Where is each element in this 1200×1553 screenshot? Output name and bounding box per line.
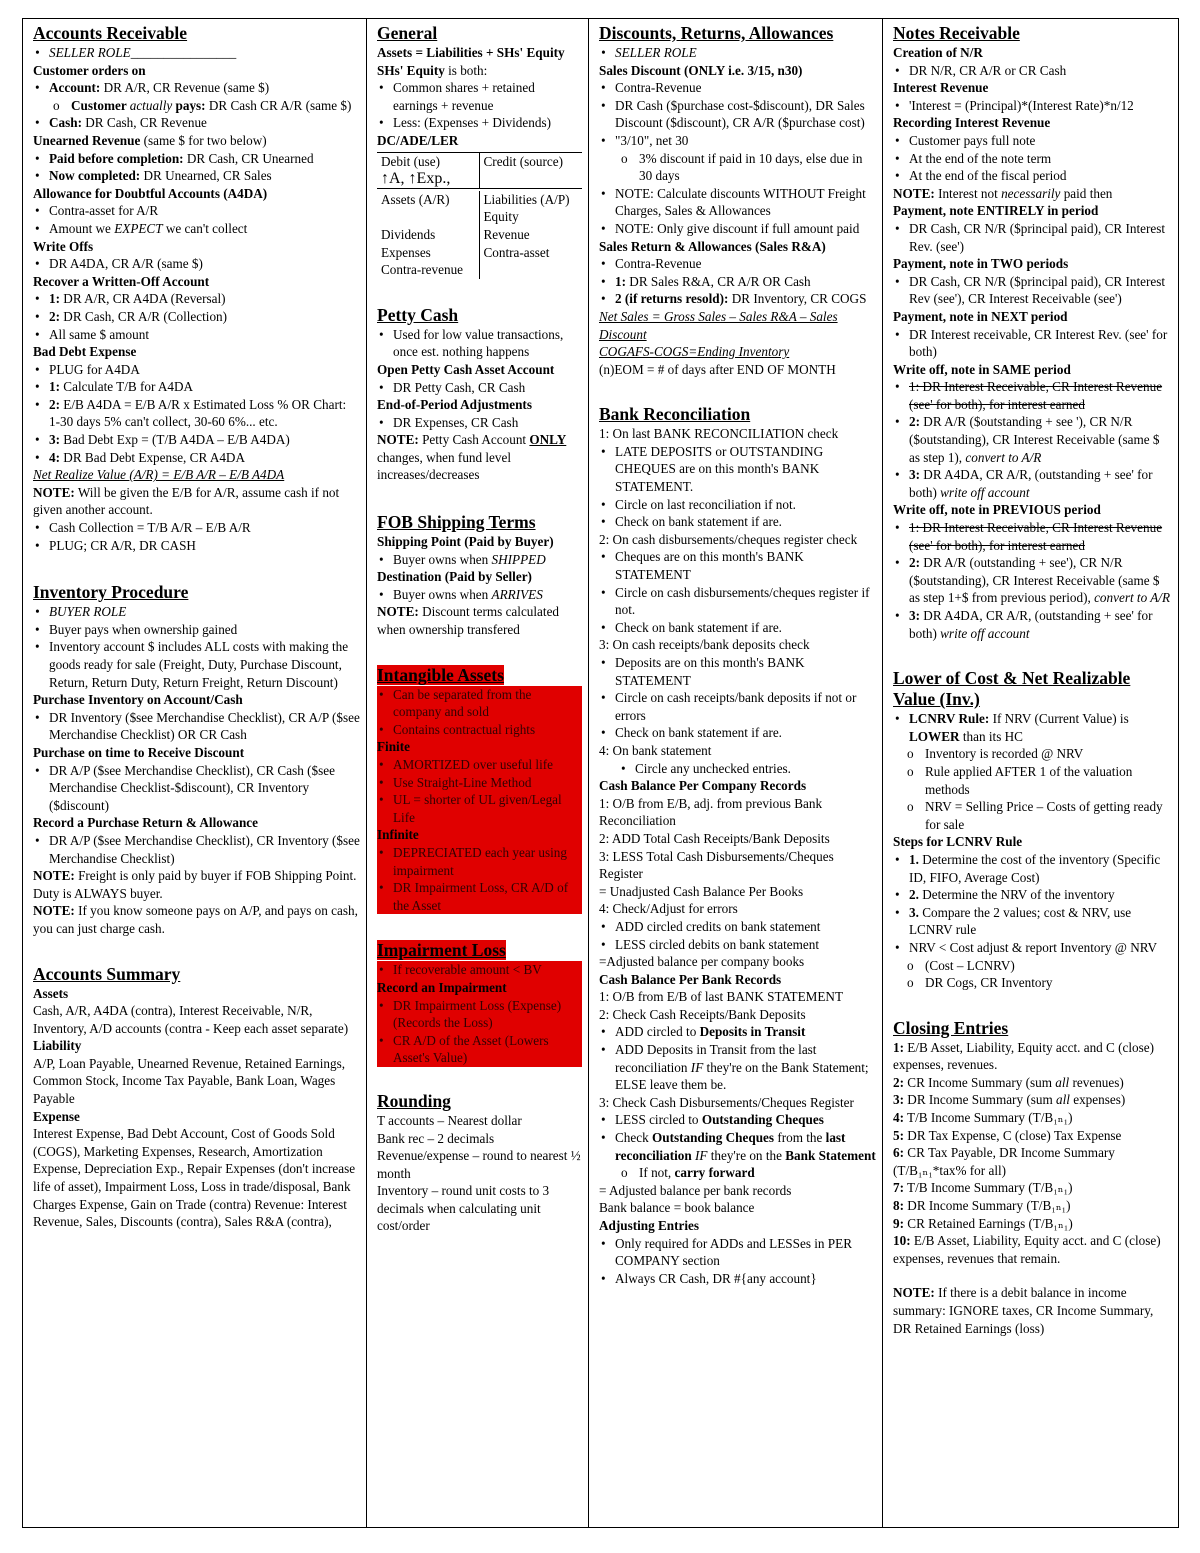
list-item: • DR A/P ($see Merchandise Checklist), CR Inventory ($see Merchandise Checklist): [49, 832, 360, 867]
closing-step: 3: DR Income Summary (sum all expenses): [893, 1092, 1126, 1108]
list-item: • 2. Determine the NRV of the inventory: [909, 886, 1172, 904]
list-item: • Inventory account $ includes ALL costs with making the goods ready for sale (Freight, Duty, Purchase Discount, Return, Return Duty, Return Freight, Return Discount): [49, 638, 360, 691]
list-item: • Common shares + retained earnings + revenue: [393, 79, 582, 114]
closing-note: NOTE: If there is a debit balance in income summary: IGNORE taxes, CR Income Summary, DR Retained Earnings (loss): [893, 1285, 1154, 1336]
recover-heading: Recover a Written-Off Account: [33, 273, 210, 289]
closing-step: 8: DR Income Summary (T/B₁ₙ₁): [893, 1198, 1071, 1214]
list-item: o If not, carry forward: [639, 1164, 876, 1182]
list-item: • Only required for ADDs and LESSes in PER COMPANY section: [615, 1235, 876, 1270]
list-item: • DR A4DA, CR A/R (same $): [49, 255, 360, 273]
list-item: • 3: DR A4DA, CR A/R, (outstanding + see' for both) write off account: [909, 607, 1172, 642]
br-step-3: 3: On cash receipts/bank deposits check: [599, 637, 810, 653]
list-item: o NRV = Selling Price – Costs of getting ready for sale: [925, 798, 1172, 833]
list-item: o Rule applied AFTER 1 of the valuation methods: [925, 763, 1172, 798]
list-item: • Customer pays full note: [909, 132, 1172, 150]
assets-heading: Assets: [33, 985, 69, 1001]
list-item: • Buyer owns when SHIPPED: [393, 551, 582, 569]
cash-balance-company-heading: Cash Balance Per Company Records: [599, 778, 807, 794]
seller-role: • SELLER ROLE________________: [49, 44, 360, 62]
list-item: • 2: E/B A4DA = E/B A/R x Estimated Loss % OR Chart: 1-30 days 5% can't collect, 30-60 6%... etc.: [49, 396, 360, 431]
list-item: • Contains contractual rights: [393, 721, 582, 739]
adjusted-company-balance: =Adjusted balance per company books: [599, 954, 805, 970]
list-item: • 2: DR A/R ($outstanding + see '), CR N/R ($outstanding), CR Interest Receivable (same $ as step 1), convert to A/R: [909, 413, 1172, 466]
write-offs-heading: Write Offs: [33, 238, 94, 254]
unearned-revenue-heading: Unearned Revenue (same $ for two below): [33, 132, 267, 148]
list-item: • DR Cash, CR N/R ($principal paid), CR Interest Rev (see'), CR Interest Receivable (see'): [909, 273, 1172, 308]
customer-orders-heading: Customer orders on: [33, 62, 146, 78]
dc-ade-ler-heading: DC/ADE/LER: [377, 132, 459, 148]
company-records-steps: 1: O/B from E/B, adj. from previous Bank Reconciliation 2: ADD Total Cash Receipts/Bank Deposits 3: LESS Total Cash Disbursements/Cheques Register = Unadjusted Cash Balance Per Books 4: Check/Adjust for errors: [599, 795, 834, 917]
payment-two-periods-heading: Payment, note in TWO periods: [893, 256, 1069, 272]
infinite-heading: Infinite: [377, 827, 419, 843]
list-item: • PLUG; CR A/R, DR CASH: [49, 537, 360, 555]
list-item: • Contra-asset for A/R: [49, 202, 360, 220]
column-2: [367, 19, 589, 1527]
closing-step: 7: T/B Income Summary (T/B₁ₙ₁): [893, 1180, 1073, 1196]
discounts-title: Discounts, Returns, Allowances: [599, 23, 834, 43]
closing-step: 6: CR Tax Payable, DR Income Summary (T/B₁ₙ₁*tax% for all): [893, 1145, 1115, 1178]
list-item: • DR A/P ($see Merchandise Checklist), CR Cash ($see Merchandise Checklist-$discount), CR Inventory ($discount): [49, 762, 360, 815]
list-item: • LATE DEPOSITS or OUTSTANDING CHEQUES are on this month's BANK STATEMENT.: [615, 443, 876, 496]
list-item: • 2 (if returns resold): DR Inventory, CR COGS: [615, 290, 876, 308]
list-item: • Deposits are on this month's BANK STATEMENT: [615, 654, 876, 689]
petty-cash-title: Petty Cash: [377, 304, 459, 325]
sales-discount-heading: Sales Discount (ONLY i.e. 3/15, n30): [599, 62, 803, 78]
purchase-on-account-heading: Purchase Inventory on Account/Cash: [33, 692, 243, 708]
list-item: • 1: DR Sales R&A, CR A/R OR Cash: [615, 273, 876, 291]
list-item: • Circle on cash disbursements/cheques register if not.: [615, 584, 876, 619]
impairment-loss-title: Impairment Loss: [377, 940, 506, 961]
net-sales-formula: Net Sales = Gross Sales – Sales R&A – Sales Discount: [599, 308, 838, 342]
list-item: • CR A/D of the Asset (Lowers Asset's Value): [393, 1032, 582, 1067]
impairment-loss-section: [377, 940, 582, 1067]
list-item: • 4: DR Bad Debt Expense, CR A4DA: [49, 449, 360, 467]
list-item: • Contra-Revenue: [615, 255, 876, 273]
list-item: • At the end of the note term: [909, 150, 1172, 168]
liability-heading: Liability: [33, 1038, 82, 1054]
lcnrv-steps-heading: Steps for LCNRV Rule: [893, 834, 1023, 850]
bad-debt-heading: Bad Debt Expense: [33, 344, 137, 360]
accounts-receivable-title: Accounts Receivable: [33, 23, 188, 43]
list-item: • Circle any unchecked entries.: [635, 760, 876, 778]
closing-step: 2: CR Income Summary (sum all revenues): [893, 1074, 1124, 1090]
lcnrv-title: Lower of Cost & Net Realizable Value (Inv.): [893, 668, 1131, 710]
ar-note: NOTE: Will be given the E/B for A/R, assume cash if not given another account.: [33, 484, 340, 518]
column-4: [883, 19, 1178, 1527]
list-item: • 1: DR Interest Receivable, CR Interest Revenue (see' for both), for interest earned: [909, 378, 1172, 413]
debit-increase: ↑A, ↑Exp.,: [381, 170, 451, 188]
inventory-procedure-title: Inventory Procedure: [33, 582, 189, 603]
expense-list: Interest Expense, Bad Debt Account, Cost of Goods Sold (COGS), Marketing Expenses, Research, Amortization Expense, Depreciation Exp., Repair Expenses (don't increase life of asset), Impairment Loss, Loss in trade/disposal, Bank Charges Expense, Gain on Trade (contra) Revenue: Interest Revenue, Sales, Discounts (contra), Sales R&A (contra),: [33, 1126, 356, 1230]
credit-label: Credit (source): [483, 153, 563, 169]
list-item: • 1: DR Interest Receivable, CR Interest Revenue (see' for both), for interest earned: [909, 519, 1172, 554]
cash-balance-bank-heading: Cash Balance Per Bank Records: [599, 971, 782, 987]
list-item: • BUYER ROLE: [49, 603, 360, 621]
list-item: • LCNRV Rule: If NRV (Current Value) is LOWER than its HC o Inventory is recorded @ NRV o Rule applied AFTER 1 of the valuation methods o NRV = Selling Price – Costs of getting ready for sale: [909, 710, 1172, 833]
list-item: • Contra-Revenue: [615, 79, 876, 97]
list-item: • SELLER ROLE: [615, 44, 876, 62]
list-item: • Circle on last reconciliation if not.: [615, 496, 876, 514]
closing-step: 5: DR Tax Expense, C (close) Tax Expense: [893, 1127, 1122, 1143]
list-item: • Account: DR A/R, CR Revenue (same $) o Customer actually pays: DR Cash CR A/R (same $): [49, 79, 360, 114]
list-item: • Cheques are on this month's BANK STATEMENT: [615, 548, 876, 583]
bank-reconciliation-title: Bank Reconciliation: [599, 404, 751, 425]
list-item: • Paid before completion: DR Cash, CR Unearned: [49, 150, 360, 168]
accounts-summary-title: Accounts Summary: [33, 963, 181, 984]
list-item: • 'Interest = (Principal)*(Interest Rate)*n/12: [909, 97, 1172, 115]
list-item: o DR Cogs, CR Inventory: [925, 974, 1172, 992]
petty-cash-note: NOTE: Petty Cash Account ONLY changes, when fund level increases/decreases: [377, 432, 567, 483]
list-item: • Buyer pays when ownership gained: [49, 621, 360, 639]
list-item: • Circle on cash receipts/bank deposits if not or errors: [615, 689, 876, 724]
recording-interest-heading: Recording Interest Revenue: [893, 115, 1051, 131]
list-item: • Can be separated from the company and sold: [393, 686, 582, 721]
list-item: • DR Cash ($purchase cost-$discount), DR Sales Discount ($discount), CR A/R ($purchase cost): [615, 97, 876, 132]
closing-step: 4: T/B Income Summary (T/B₁ₙ₁): [893, 1110, 1073, 1126]
list-item: • If recoverable amount < BV: [393, 961, 582, 979]
accounting-equation: Assets = Liabilities + SHs' Equity: [377, 45, 565, 60]
list-item: • DR Inventory ($see Merchandise Checklist), CR A/P ($see Merchandise Checklist) OR CR Cash: [49, 709, 360, 744]
cogafs-formula: COGAFS-COGS=Ending Inventory: [599, 344, 790, 360]
payment-next-period-heading: Payment, note in NEXT period: [893, 308, 1068, 324]
expense-heading: Expense: [33, 1108, 80, 1124]
list-item: • DR Interest receivable, CR Interest Rev. (see' for both): [909, 326, 1172, 361]
open-petty-cash-heading: Open Petty Cash Asset Account: [377, 361, 555, 377]
list-item: • Use Straight-Line Method: [393, 774, 582, 792]
creation-heading: Creation of N/R: [893, 45, 983, 60]
br-step-1: 1: On last BANK RECONCILIATION check: [599, 426, 839, 442]
list-item: • DR Expenses, CR Cash: [393, 414, 582, 432]
cheat-sheet: [22, 18, 1179, 1528]
list-item: o (Cost – LCNRV): [925, 957, 1172, 975]
list-item: • Used for low value transactions, once est. nothing happens: [393, 326, 582, 361]
list-item: • DR Impairment Loss (Expense) (Records the Loss): [393, 997, 582, 1032]
purchase-return-heading: Record a Purchase Return & Allowance: [33, 815, 259, 831]
list-item: • All same $ amount: [49, 326, 360, 344]
bank-records-steps: 1: O/B from E/B of last BANK STATEMENT 2: Check Cash Receipts/Bank Deposits: [599, 989, 843, 1022]
list-item: • NRV < Cost adjust & report Inventory @ NRV o (Cost – LCNRV) o DR Cogs, CR Inventory: [909, 939, 1172, 992]
list-item: o Inventory is recorded @ NRV: [925, 745, 1172, 763]
list-item: • Buyer owns when ARRIVES: [393, 586, 582, 604]
list-item: • Check on bank statement if are.: [615, 724, 876, 742]
list-item: • AMORTIZED over useful life: [393, 756, 582, 774]
closing-entries-title: Closing Entries: [893, 1017, 1009, 1038]
list-item: • DR Impairment Loss, CR A/D of the Asset: [393, 879, 582, 914]
list-item: • LESS circled debits on bank statement: [615, 936, 876, 954]
rounding-title: Rounding: [377, 1090, 451, 1111]
inventory-note-2: NOTE: If you know someone pays on A/P, and pays on cash, you can just charge cash.: [33, 903, 358, 936]
br-step-2: 2: On cash disbursements/cheques register check: [599, 531, 858, 547]
nrv-formula: Net Realize Value (A/R) = E/B A/R – E/B A4DA: [33, 467, 285, 483]
list-item: • NOTE: Only give discount if full amount paid: [615, 220, 876, 238]
record-impairment-heading: Record an Impairment: [377, 979, 507, 995]
debit-credit-table: [377, 152, 582, 189]
column-1: [23, 19, 367, 1527]
debit-accounts: Assets (A/R) Dividends Expenses Contra-revenue: [377, 191, 480, 279]
debit-credit-accounts: [377, 191, 582, 279]
notes-receivable-title: Notes Receivable: [893, 23, 1020, 43]
br-step-4: 4: On bank statement: [599, 742, 712, 758]
list-item: • Check on bank statement if are.: [615, 513, 876, 531]
interest-note: NOTE: Interest not necessarily paid then: [893, 185, 1113, 201]
shipping-point-heading: Shipping Point (Paid by Buyer): [377, 534, 554, 550]
list-item: • At the end of the fiscal period: [909, 167, 1172, 185]
write-off-same-heading: Write off, note in SAME period: [893, 361, 1071, 377]
general-title: General: [377, 23, 438, 43]
credit-accounts: Liabilities (A/P) Equity Revenue Contra-asset: [483, 191, 570, 260]
eom-definition: (n)EOM = # of days after END OF MONTH: [599, 361, 836, 377]
list-item: • Check on bank statement if are.: [615, 619, 876, 637]
list-item: • Check Outstanding Cheques from the last reconciliation IF they're on the Bank Statement o If not, carry forward: [615, 1129, 876, 1182]
purchase-on-time-heading: Purchase on time to Receive Discount: [33, 744, 245, 760]
rounding-text: T accounts – Nearest dollar Bank rec – 2 decimals Revenue/expense – round to nearest ½ month Inventory – round unit costs to 3 decimals when calculating unit cost/order: [377, 1112, 581, 1234]
list-item: • UL = shorter of UL given/Legal Life: [393, 791, 582, 826]
list-item: • Less: (Expenses + Dividends): [393, 114, 582, 132]
closing-step: 10: E/B Asset, Liability, Equity acct. and C (close) expenses, revenues that remain.: [893, 1233, 1161, 1266]
write-off-previous-heading: Write off, note in PREVIOUS period: [893, 502, 1101, 518]
list-item: • Cash: DR Cash, CR Revenue: [49, 114, 360, 132]
debit-label: Debit (use): [381, 153, 440, 169]
finite-heading: Finite: [377, 739, 410, 755]
list-item: • ADD circled to Deposits in Transit: [615, 1023, 876, 1041]
fob-note: NOTE: Discount terms calculated when ownership transfered: [377, 604, 560, 638]
payment-entirely-heading: Payment, note ENTIRELY in period: [893, 203, 1099, 219]
list-item: • NOTE: Calculate discounts WITHOUT Freight Charges, Sales & Allowances: [615, 185, 876, 220]
bank-records-step-3: 3: Check Cash Disbursements/Cheques Register: [599, 1094, 854, 1110]
column-3: [589, 19, 883, 1527]
sales-return-heading: Sales Return & Allowances (Sales R&A): [599, 238, 826, 254]
list-item: • Cash Collection = T/B A/R – E/B A/R: [49, 519, 360, 537]
sh-equity-line: SHs' Equity is both:: [377, 62, 488, 78]
list-item: • 2: DR A/R (outstanding + see'), CR N/R ($outstanding), CR Interest Receivable (same $ as step 1+$ from previous period), convert to A/R: [909, 554, 1172, 607]
list-item: • 1: DR A/R, CR A4DA (Reversal): [49, 290, 360, 308]
adjusting-entries-heading: Adjusting Entries: [599, 1218, 700, 1233]
intangible-assets-section: [377, 665, 582, 915]
list-item: • 1. Determine the cost of the inventory (Specific ID, FIFO, Average Cost): [909, 851, 1172, 886]
liability-list: A/P, Loan Payable, Unearned Revenue, Retained Earnings, Common Stock, Income Tax Payable, Bank Loan, Wages Payable: [33, 1055, 346, 1107]
end-of-period-heading: End-of-Period Adjustments: [377, 397, 532, 413]
adjusted-bank-balance: = Adjusted balance per bank records Bank balance = book balance: [599, 1182, 792, 1216]
closing-step: 9: CR Retained Earnings (T/B₁ₙ₁): [893, 1215, 1073, 1231]
closing-step: 1: E/B Asset, Liability, Equity acct. and C (close) expenses, revenues.: [893, 1039, 1155, 1073]
fob-title: FOB Shipping Terms: [377, 512, 536, 533]
list-item: • PLUG for A4DA: [49, 361, 360, 379]
a4da-heading: Allowance for Doubtful Accounts (A4DA): [33, 185, 268, 201]
list-item: • Amount we EXPECT we can't collect: [49, 220, 360, 238]
list-item: • 1: Calculate T/B for A4DA: [49, 378, 360, 396]
assets-list: Cash, A/R, A4DA (contra), Interest Receivable, N/R, Inventory, A/D accounts (contra - Keep each asset separate): [33, 1003, 349, 1036]
list-item: • LESS circled to Outstanding Cheques: [615, 1111, 876, 1129]
list-item: • 2: DR Cash, CR A/R (Collection): [49, 308, 360, 326]
list-item: • Always CR Cash, DR #{any account}: [615, 1270, 876, 1288]
list-item: • Now completed: DR Unearned, CR Sales: [49, 167, 360, 185]
list-item: • ADD Deposits in Transit from the last reconciliation IF they're on the Bank Statement; ELSE leave them be.: [615, 1041, 876, 1094]
list-item: o 3% discount if paid in 10 days, else due in 30 days: [639, 150, 876, 185]
list-item: • DR Cash, CR N/R ($principal paid), CR Interest Rev. (see'): [909, 220, 1172, 255]
list-item: • 3: DR A4DA, CR A/R, (outstanding + see' for both) write off account: [909, 466, 1172, 501]
destination-heading: Destination (Paid by Seller): [377, 569, 532, 585]
list-item: • ADD circled credits on bank statement: [615, 918, 876, 936]
interest-revenue-heading: Interest Revenue: [893, 80, 989, 96]
inventory-note-1: NOTE: Freight is only paid by buyer if FOB Shipping Point. Duty is ALWAYS buyer.: [33, 868, 357, 901]
list-item: • 3: Bad Debt Exp = (T/B A4DA – E/B A4DA): [49, 431, 360, 449]
list-item: • DR Petty Cash, CR Cash: [393, 379, 582, 397]
list-item: • "3/10", net 30 o 3% discount if paid in 10 days, else due in 30 days: [615, 132, 876, 185]
list-item: • DR N/R, CR A/R or CR Cash: [909, 62, 1172, 80]
list-item: o Customer actually pays: DR Cash CR A/R (same $): [71, 97, 360, 115]
list-item: • DEPRECIATED each year using impairment: [393, 844, 582, 879]
list-item: • 3. Compare the 2 values; cost & NRV, use LCNRV rule: [909, 904, 1172, 939]
intangible-assets-title: Intangible Assets: [377, 664, 504, 685]
